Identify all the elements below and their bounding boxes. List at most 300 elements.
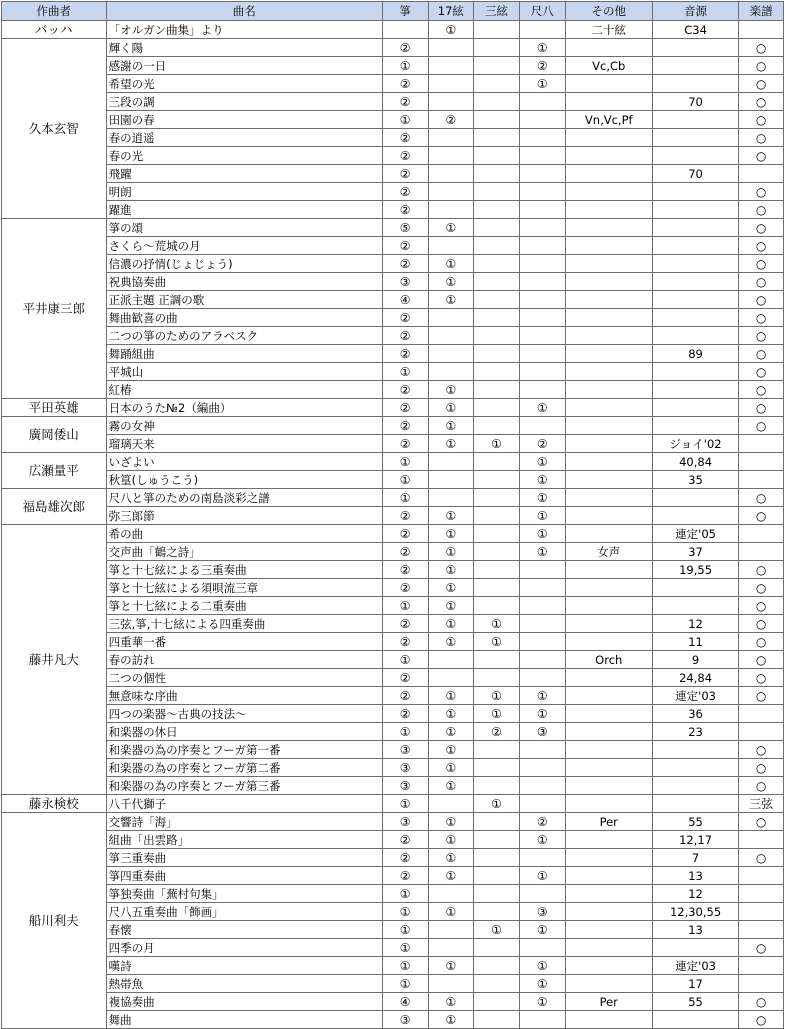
table-header	[2, 2, 784, 21]
table-row	[2, 21, 784, 39]
source-cell: 12,17	[652, 831, 738, 849]
koto-cell: ⑤	[382, 219, 428, 237]
work-title-cell: 箏と十七絃による須唄流三章	[106, 579, 382, 597]
header-koto[interactable]: 箏	[382, 2, 428, 21]
source-cell	[652, 507, 738, 525]
seventeen-string-cell: ①	[428, 849, 474, 867]
work-title-cell: 春の逍遥	[106, 129, 382, 147]
shamisen-cell	[474, 57, 520, 75]
table-row	[2, 669, 784, 687]
shakuhachi-cell	[519, 939, 565, 957]
shakuhachi-cell: ③	[519, 903, 565, 921]
shamisen-cell	[474, 867, 520, 885]
table-row	[2, 381, 784, 399]
koto-cell: ①	[382, 57, 428, 75]
table-row	[2, 651, 784, 669]
shamisen-cell	[474, 903, 520, 921]
score-cell: ○	[739, 849, 784, 867]
score-cell	[739, 471, 784, 489]
seventeen-string-cell	[428, 669, 474, 687]
work-title-cell: 三弦,箏,十七絃による四重奏曲	[106, 615, 382, 633]
koto-cell: ②	[382, 579, 428, 597]
work-title-cell: 飛躍	[106, 165, 382, 183]
shakuhachi-cell: ①	[519, 75, 565, 93]
seventeen-string-cell	[428, 309, 474, 327]
table-row	[2, 615, 784, 633]
header-score[interactable]: 楽譜	[739, 2, 784, 21]
shamisen-cell	[474, 669, 520, 687]
work-title-cell: 箏の頌	[106, 219, 382, 237]
composer-cell: 藤井凡大	[2, 525, 107, 795]
source-cell	[652, 147, 738, 165]
score-cell: ○	[739, 111, 784, 129]
shakuhachi-cell: ①	[519, 489, 565, 507]
other-instruments-cell: Vc,Cb	[565, 57, 652, 75]
other-instruments-cell: Vn,Vc,Pf	[565, 111, 652, 129]
work-title-cell: 和楽器の為の序奏とフーガ第一番	[106, 741, 382, 759]
other-instruments-cell	[565, 561, 652, 579]
other-instruments-cell	[565, 867, 652, 885]
koto-cell: ②	[382, 165, 428, 183]
score-cell: ○	[739, 93, 784, 111]
shamisen-cell	[474, 543, 520, 561]
other-instruments-cell	[565, 723, 652, 741]
source-cell	[652, 75, 738, 93]
score-cell	[739, 885, 784, 903]
shakuhachi-cell	[519, 21, 565, 39]
score-cell	[739, 723, 784, 741]
work-title-cell: 三段の調	[106, 93, 382, 111]
header-source[interactable]: 音源	[652, 2, 738, 21]
source-cell	[652, 759, 738, 777]
table-row	[2, 363, 784, 381]
table-row	[2, 741, 784, 759]
work-title-cell: 紅椿	[106, 381, 382, 399]
seventeen-string-cell	[428, 345, 474, 363]
other-instruments-cell	[565, 363, 652, 381]
work-title-cell: 田園の春	[106, 111, 382, 129]
header-shamisen[interactable]: 三絃	[474, 2, 520, 21]
table-row	[2, 723, 784, 741]
work-title-cell: 交響詩「海」	[106, 813, 382, 831]
koto-cell: ②	[382, 39, 428, 57]
table-row	[2, 561, 784, 579]
composer-cell: 平井康三郎	[2, 219, 107, 399]
table-row	[2, 579, 784, 597]
shakuhachi-cell	[519, 849, 565, 867]
shamisen-cell	[474, 561, 520, 579]
seventeen-string-cell	[428, 939, 474, 957]
koto-cell: ③	[382, 1011, 428, 1029]
other-instruments-cell	[565, 849, 652, 867]
work-title-cell: 無意味な序曲	[106, 687, 382, 705]
header-shakuhachi[interactable]: 尺八	[519, 2, 565, 21]
shamisen-cell	[474, 1011, 520, 1029]
table-row	[2, 219, 784, 237]
table-row	[2, 597, 784, 615]
score-cell: ○	[739, 561, 784, 579]
table-row	[2, 273, 784, 291]
other-instruments-cell	[565, 129, 652, 147]
score-cell	[739, 705, 784, 723]
other-instruments-cell	[565, 237, 652, 255]
score-cell: ○	[739, 273, 784, 291]
seventeen-string-cell: ①	[428, 561, 474, 579]
other-instruments-cell	[565, 489, 652, 507]
other-instruments-cell	[565, 201, 652, 219]
shamisen-cell	[474, 255, 520, 273]
header-17gen[interactable]: 17絃	[428, 2, 474, 21]
shakuhachi-cell: ②	[519, 435, 565, 453]
other-instruments-cell	[565, 885, 652, 903]
seventeen-string-cell: ①	[428, 435, 474, 453]
other-instruments-cell: Per	[565, 813, 652, 831]
seventeen-string-cell: ①	[428, 1011, 474, 1029]
score-cell	[739, 831, 784, 849]
score-cell: ○	[739, 1011, 784, 1029]
other-instruments-cell	[565, 255, 652, 273]
score-cell: ○	[739, 345, 784, 363]
koto-cell: ③	[382, 741, 428, 759]
header-composer[interactable]: 作曲者	[2, 2, 107, 21]
koto-cell: ②	[382, 507, 428, 525]
source-cell: 17	[652, 975, 738, 993]
composer-cell: 藤永検校	[2, 795, 107, 813]
score-cell: ○	[739, 363, 784, 381]
table-row	[2, 795, 784, 813]
score-cell: ○	[739, 147, 784, 165]
shakuhachi-cell	[519, 129, 565, 147]
score-cell: ○	[739, 291, 784, 309]
seventeen-string-cell: ①	[428, 291, 474, 309]
table-row	[2, 147, 784, 165]
seventeen-string-cell	[428, 183, 474, 201]
shakuhachi-cell	[519, 363, 565, 381]
table-row	[2, 975, 784, 993]
koto-cell: ①	[382, 489, 428, 507]
score-cell: ○	[739, 633, 784, 651]
work-title-cell: 日本のうた№2（編曲）	[106, 399, 382, 417]
other-instruments-cell	[565, 417, 652, 435]
shamisen-cell	[474, 219, 520, 237]
score-cell: ○	[739, 939, 784, 957]
shakuhachi-cell	[519, 885, 565, 903]
koto-cell: ③	[382, 777, 428, 795]
score-cell	[739, 525, 784, 543]
seventeen-string-cell: ①	[428, 777, 474, 795]
shamisen-cell	[474, 957, 520, 975]
source-cell	[652, 183, 738, 201]
score-cell: ○	[739, 201, 784, 219]
shakuhachi-cell: ①	[519, 39, 565, 57]
koto-cell: ②	[382, 129, 428, 147]
work-title-cell: 輝く陽	[106, 39, 382, 57]
shamisen-cell	[474, 363, 520, 381]
shakuhachi-cell	[519, 111, 565, 129]
table-row	[2, 453, 784, 471]
koto-cell: ①	[382, 885, 428, 903]
work-title-cell: 希望の光	[106, 75, 382, 93]
shakuhachi-cell	[519, 327, 565, 345]
shamisen-cell	[474, 237, 520, 255]
score-cell: ○	[739, 507, 784, 525]
shamisen-cell: ①	[474, 615, 520, 633]
score-cell: ○	[739, 651, 784, 669]
koto-cell: ④	[382, 993, 428, 1011]
table-row	[2, 705, 784, 723]
score-cell: ○	[739, 381, 784, 399]
score-cell: ○	[739, 489, 784, 507]
shakuhachi-cell	[519, 597, 565, 615]
source-cell	[652, 57, 738, 75]
shakuhachi-cell: ①	[519, 525, 565, 543]
source-cell	[652, 777, 738, 795]
source-cell	[652, 1011, 738, 1029]
koto-cell: ②	[382, 345, 428, 363]
shakuhachi-cell	[519, 201, 565, 219]
koto-cell: ③	[382, 813, 428, 831]
source-cell	[652, 597, 738, 615]
table-row	[2, 291, 784, 309]
shamisen-cell	[474, 579, 520, 597]
table-row	[2, 93, 784, 111]
other-instruments-cell	[565, 831, 652, 849]
shakuhachi-cell	[519, 759, 565, 777]
seventeen-string-cell	[428, 147, 474, 165]
table-row	[2, 327, 784, 345]
koto-cell: ②	[382, 633, 428, 651]
shakuhachi-cell: ①	[519, 867, 565, 885]
shakuhachi-cell: ①	[519, 705, 565, 723]
score-cell	[739, 867, 784, 885]
composer-cell: 船川利夫	[2, 813, 107, 1029]
seventeen-string-cell: ①	[428, 597, 474, 615]
shakuhachi-cell	[519, 237, 565, 255]
shamisen-cell	[474, 381, 520, 399]
other-instruments-cell: Orch	[565, 651, 652, 669]
source-cell: 40,84	[652, 453, 738, 471]
shamisen-cell	[474, 129, 520, 147]
koto-cell: ②	[382, 417, 428, 435]
table-row	[2, 129, 784, 147]
koto-cell: ②	[382, 309, 428, 327]
seventeen-string-cell	[428, 39, 474, 57]
koto-cell: ①	[382, 795, 428, 813]
table-row	[2, 777, 784, 795]
table-row	[2, 759, 784, 777]
koto-cell: ①	[382, 363, 428, 381]
seventeen-string-cell	[428, 327, 474, 345]
score-cell: ○	[739, 255, 784, 273]
work-title-cell: 嘆詩	[106, 957, 382, 975]
shakuhachi-cell	[519, 93, 565, 111]
table-row	[2, 183, 784, 201]
table-row	[2, 525, 784, 543]
source-cell	[652, 327, 738, 345]
other-instruments-cell: 女声	[565, 543, 652, 561]
shakuhachi-cell: ①	[519, 453, 565, 471]
source-cell	[652, 741, 738, 759]
source-cell: 連定'05	[652, 525, 738, 543]
source-cell: 13	[652, 921, 738, 939]
work-title-cell: 祝典協奏曲	[106, 273, 382, 291]
score-cell	[739, 165, 784, 183]
other-instruments-cell	[565, 165, 652, 183]
source-cell: 12	[652, 885, 738, 903]
seventeen-string-cell: ①	[428, 687, 474, 705]
shakuhachi-cell	[519, 147, 565, 165]
shamisen-cell	[474, 453, 520, 471]
work-title-cell: 舞踊組曲	[106, 345, 382, 363]
score-cell: ○	[739, 237, 784, 255]
koto-cell: ②	[382, 147, 428, 165]
score-cell	[739, 957, 784, 975]
shakuhachi-cell	[519, 579, 565, 597]
work-title-cell: 交声曲「鶴之詩」	[106, 543, 382, 561]
table-row	[2, 309, 784, 327]
other-instruments-cell	[565, 777, 652, 795]
shamisen-cell	[474, 759, 520, 777]
shamisen-cell	[474, 489, 520, 507]
other-instruments-cell	[565, 687, 652, 705]
source-cell: 7	[652, 849, 738, 867]
shamisen-cell	[474, 471, 520, 489]
seventeen-string-cell: ①	[428, 381, 474, 399]
koto-cell: ①	[382, 975, 428, 993]
table-row	[2, 921, 784, 939]
work-title-cell: 舞曲	[106, 1011, 382, 1029]
table-row	[2, 633, 784, 651]
work-title-cell: 霧の女神	[106, 417, 382, 435]
table-row	[2, 75, 784, 93]
seventeen-string-cell	[428, 975, 474, 993]
source-cell	[652, 363, 738, 381]
koto-cell: ②	[382, 93, 428, 111]
score-cell	[739, 453, 784, 471]
work-title-cell: 和楽器の休日	[106, 723, 382, 741]
koto-cell: ③	[382, 273, 428, 291]
work-title-cell: 信濃の抒情(じょじょう)	[106, 255, 382, 273]
shakuhachi-cell	[519, 255, 565, 273]
other-instruments-cell	[565, 291, 652, 309]
table-row	[2, 831, 784, 849]
shamisen-cell	[474, 939, 520, 957]
header-other[interactable]: その他	[565, 2, 652, 21]
source-cell: C34	[652, 21, 738, 39]
header-title[interactable]: 曲名	[106, 2, 382, 21]
source-cell: 35	[652, 471, 738, 489]
shamisen-cell	[474, 777, 520, 795]
table-row	[2, 471, 784, 489]
shamisen-cell	[474, 417, 520, 435]
table-row	[2, 543, 784, 561]
shamisen-cell: ①	[474, 921, 520, 939]
work-title-cell: 箏四重奏曲	[106, 867, 382, 885]
koto-cell: ①	[382, 597, 428, 615]
shamisen-cell	[474, 165, 520, 183]
koto-cell: ②	[382, 237, 428, 255]
work-title-cell: 春の光	[106, 147, 382, 165]
shamisen-cell: ①	[474, 795, 520, 813]
koto-cell: ②	[382, 75, 428, 93]
work-title-cell: 秋篁(しゅうこう)	[106, 471, 382, 489]
source-cell	[652, 291, 738, 309]
score-cell: ○	[739, 687, 784, 705]
work-title-cell: 希の曲	[106, 525, 382, 543]
other-instruments-cell	[565, 759, 652, 777]
other-instruments-cell	[565, 579, 652, 597]
seventeen-string-cell: ①	[428, 813, 474, 831]
work-title-cell: 平城山	[106, 363, 382, 381]
shakuhachi-cell	[519, 417, 565, 435]
seventeen-string-cell	[428, 129, 474, 147]
shakuhachi-cell: ①	[519, 831, 565, 849]
work-title-cell: 箏と十七絃による二重奏曲	[106, 597, 382, 615]
other-instruments-cell	[565, 921, 652, 939]
work-title-cell: 正派主題 正調の歌	[106, 291, 382, 309]
table-row	[2, 417, 784, 435]
shakuhachi-cell: ①	[519, 471, 565, 489]
table-row	[2, 255, 784, 273]
shamisen-cell	[474, 75, 520, 93]
source-cell: 連定'03	[652, 957, 738, 975]
source-cell: 89	[652, 345, 738, 363]
koto-cell: ①	[382, 471, 428, 489]
seventeen-string-cell	[428, 201, 474, 219]
source-cell: 24,84	[652, 669, 738, 687]
table-body	[2, 21, 784, 1029]
score-cell: ○	[739, 813, 784, 831]
koto-cell: ①	[382, 651, 428, 669]
shamisen-cell	[474, 885, 520, 903]
koto-cell: ②	[382, 255, 428, 273]
seventeen-string-cell: ①	[428, 399, 474, 417]
header-row	[2, 2, 784, 21]
source-cell	[652, 255, 738, 273]
other-instruments-cell	[565, 381, 652, 399]
shakuhachi-cell: ③	[519, 723, 565, 741]
table-row	[2, 885, 784, 903]
shamisen-cell	[474, 39, 520, 57]
seventeen-string-cell: ①	[428, 615, 474, 633]
shamisen-cell	[474, 741, 520, 759]
table-row	[2, 57, 784, 75]
other-instruments-cell	[565, 975, 652, 993]
shakuhachi-cell	[519, 669, 565, 687]
work-title-cell: 「オルガン曲集」より	[106, 21, 382, 39]
shamisen-cell	[474, 291, 520, 309]
work-title-cell: さくら～荒城の月	[106, 237, 382, 255]
seventeen-string-cell: ①	[428, 705, 474, 723]
koto-cell: ④	[382, 291, 428, 309]
koto-cell: ①	[382, 723, 428, 741]
table-row	[2, 399, 784, 417]
score-cell	[739, 975, 784, 993]
other-instruments-cell	[565, 597, 652, 615]
shakuhachi-cell: ②	[519, 57, 565, 75]
shamisen-cell	[474, 147, 520, 165]
seventeen-string-cell: ①	[428, 579, 474, 597]
seventeen-string-cell: ①	[428, 543, 474, 561]
koto-cell: ②	[382, 831, 428, 849]
koto-cell: ②	[382, 381, 428, 399]
table-row	[2, 345, 784, 363]
shamisen-cell	[474, 849, 520, 867]
seventeen-string-cell: ①	[428, 525, 474, 543]
koto-cell: ②	[382, 543, 428, 561]
shakuhachi-cell: ①	[519, 399, 565, 417]
other-instruments-cell	[565, 741, 652, 759]
